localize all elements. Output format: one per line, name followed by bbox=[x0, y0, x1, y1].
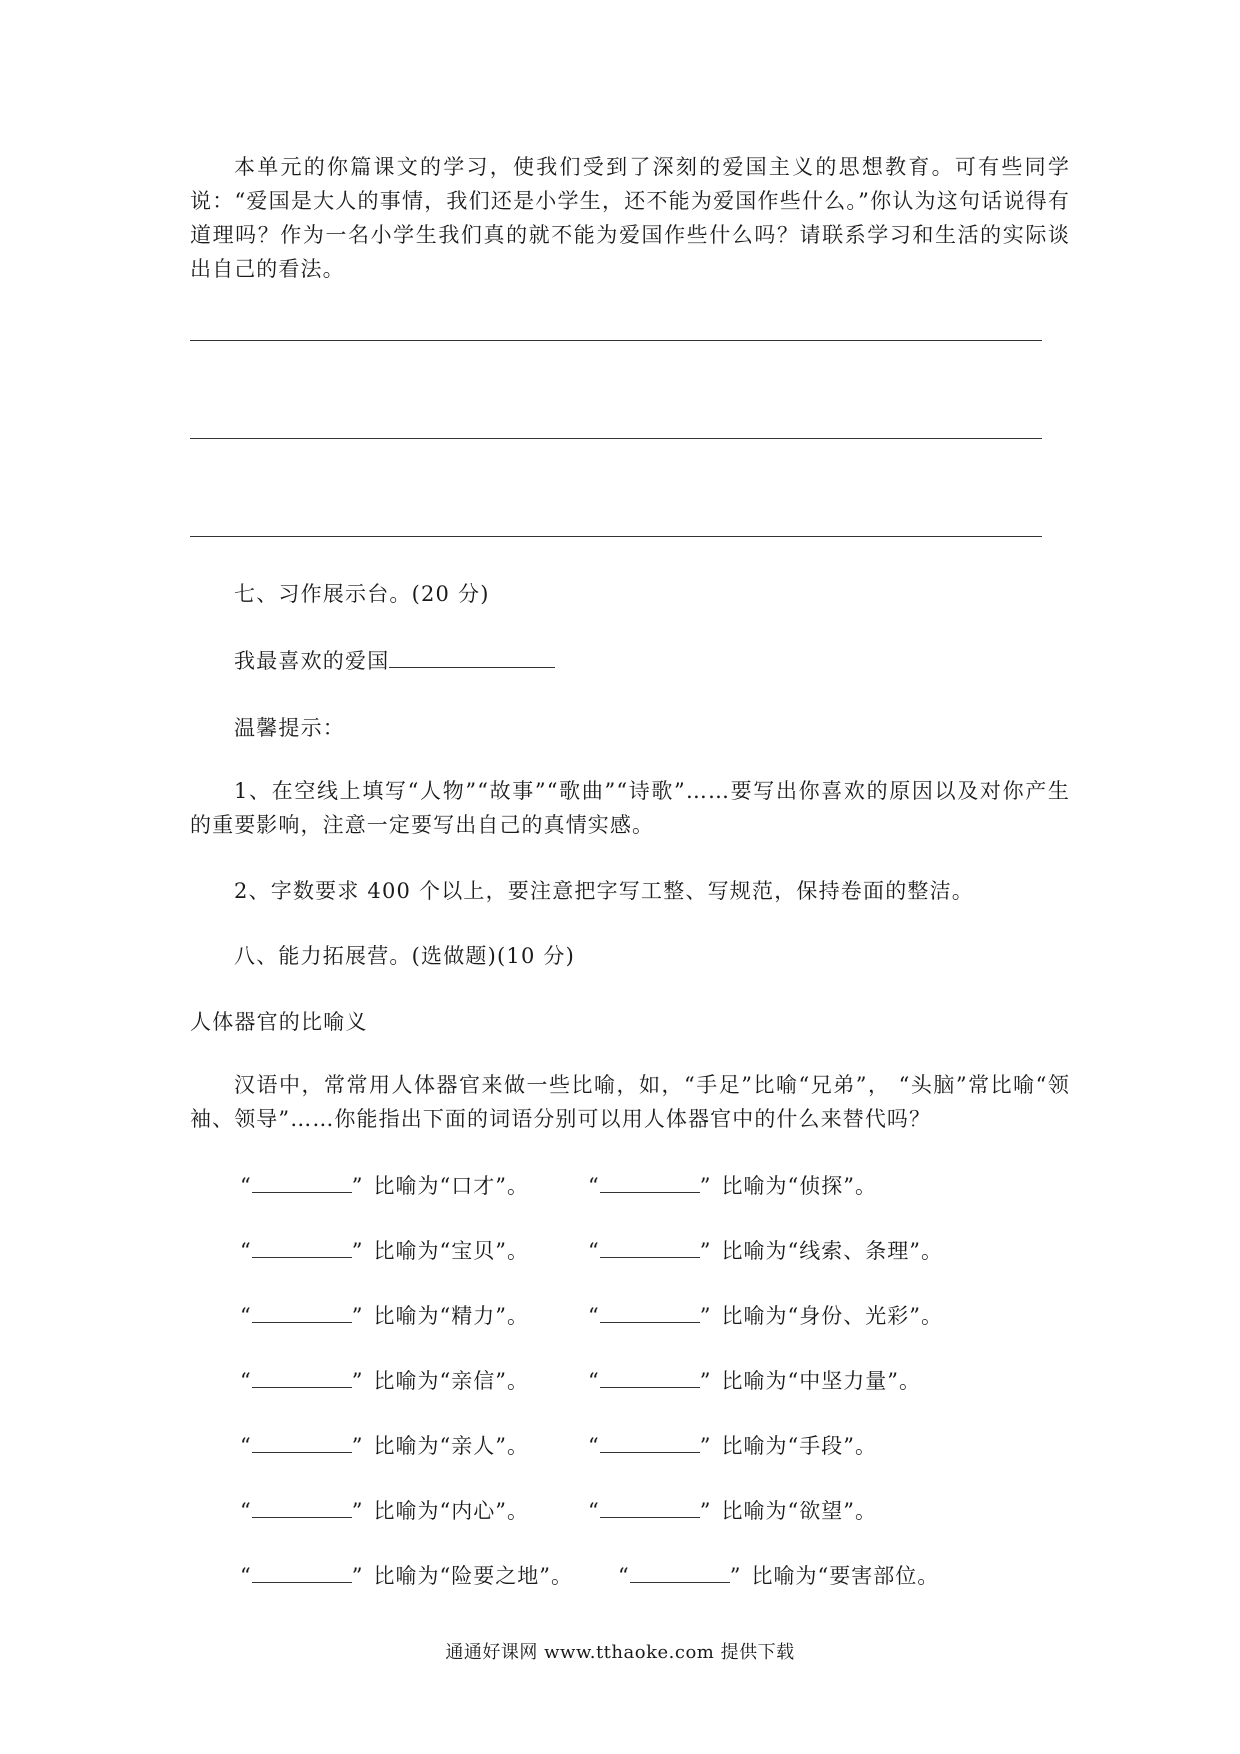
open-quote: “ bbox=[240, 1499, 252, 1523]
answer-blank[interactable] bbox=[600, 1434, 700, 1453]
essay-title-blank bbox=[389, 649, 555, 668]
exercise-5-left bbox=[240, 1430, 529, 1460]
answer-blank[interactable] bbox=[630, 1564, 730, 1583]
open-quote: “ bbox=[588, 1304, 600, 1328]
close-quote: ” bbox=[351, 1369, 364, 1393]
exercise-text: 比喻为“亲人”。 bbox=[373, 1434, 529, 1458]
exercise-4-right bbox=[588, 1365, 921, 1395]
close-quote: ” bbox=[351, 1239, 364, 1263]
answer-blank[interactable] bbox=[252, 1174, 352, 1193]
open-quote: “ bbox=[240, 1304, 252, 1328]
exercise-text: 比喻为“身份、光彩”。 bbox=[721, 1304, 943, 1328]
open-quote: “ bbox=[588, 1499, 600, 1523]
exercise-2-left bbox=[240, 1235, 529, 1265]
intro-paragraph: 本单元的你篇课文的学习，使我们受到了深刻的爱国主义的思想教育。可有些同学说：“爱国是大人的事情，我们还是小学生，还不能为爱国作些什么。”你认为这句话说得有道理吗？作为一名小学生我们真的就不能为爱国作些什么吗？请联系学习和生活的实际谈出自己的看法。 bbox=[190, 155, 1070, 281]
open-quote: “ bbox=[588, 1239, 600, 1263]
exercise-3-right bbox=[588, 1300, 943, 1330]
subsection-title: 人体器官的比喻义 bbox=[190, 1010, 368, 1034]
footer-text: 通通好课网 www.tthaoke.com 提供下载 bbox=[445, 1642, 795, 1663]
open-quote: “ bbox=[240, 1369, 252, 1393]
exercise-6-right bbox=[588, 1495, 877, 1525]
answer-blank[interactable] bbox=[600, 1174, 700, 1193]
open-quote: “ bbox=[240, 1434, 252, 1458]
exercise-text: 比喻为“欲望”。 bbox=[721, 1499, 877, 1523]
tip-2: 2、字数要求 400 个以上，要注意把字写工整、写规范，保持卷面的整洁。 bbox=[234, 879, 974, 903]
answer-blank[interactable] bbox=[600, 1239, 700, 1258]
answer-blank[interactable] bbox=[252, 1564, 352, 1583]
answer-blank[interactable] bbox=[252, 1434, 352, 1453]
essay-title-prefix: 我最喜欢的爱国 bbox=[234, 649, 390, 673]
answer-line-2 bbox=[190, 438, 1042, 439]
close-quote: ” bbox=[699, 1499, 712, 1523]
exercise-6-left bbox=[240, 1495, 529, 1525]
exercise-text: 比喻为“线索、条理”。 bbox=[721, 1239, 943, 1263]
close-quote: ” bbox=[729, 1564, 742, 1588]
exercise-text: 比喻为“险要之地”。 bbox=[373, 1564, 573, 1588]
close-quote: ” bbox=[351, 1304, 364, 1328]
answer-blank[interactable] bbox=[252, 1304, 352, 1323]
exercise-text: 比喻为“宝贝”。 bbox=[373, 1239, 529, 1263]
close-quote: ” bbox=[351, 1564, 364, 1588]
open-quote: “ bbox=[588, 1434, 600, 1458]
close-quote: ” bbox=[699, 1369, 712, 1393]
exercise-text: 比喻为“口才”。 bbox=[373, 1174, 529, 1198]
tip-1: 1、在空线上填写“人物”“故事”“歌曲”“诗歌”……要写出你喜欢的原因以及对你产生的重要影响，注意一定要写出自己的真情实感。 bbox=[190, 779, 1070, 837]
exercise-text: 比喻为“内心”。 bbox=[373, 1499, 529, 1523]
exercise-1-right bbox=[588, 1170, 877, 1200]
exercise-5-right bbox=[588, 1430, 877, 1460]
open-quote: “ bbox=[588, 1369, 600, 1393]
exercise-3-left bbox=[240, 1300, 529, 1330]
exercise-text: 比喻为“中坚力量”。 bbox=[721, 1369, 921, 1393]
open-quote: “ bbox=[618, 1564, 630, 1588]
exercise-text: 比喻为“要害部位。 bbox=[751, 1564, 940, 1588]
answer-blank[interactable] bbox=[600, 1369, 700, 1388]
section8-heading: 八、能力拓展营。(选做题)(10 分) bbox=[234, 944, 575, 968]
close-quote: ” bbox=[699, 1174, 712, 1198]
exercise-text: 比喻为“精力”。 bbox=[373, 1304, 529, 1328]
answer-line-1 bbox=[190, 340, 1042, 341]
close-quote: ” bbox=[699, 1304, 712, 1328]
exercise-4-left bbox=[240, 1365, 529, 1395]
answer-blank[interactable] bbox=[252, 1499, 352, 1518]
close-quote: ” bbox=[699, 1434, 712, 1458]
exercise-7-left bbox=[240, 1560, 573, 1590]
answer-line-3 bbox=[190, 536, 1042, 537]
exercise-text: 比喻为“手段”。 bbox=[721, 1434, 877, 1458]
tips-heading: 温馨提示： bbox=[234, 716, 345, 740]
exercise-7-right bbox=[618, 1560, 939, 1590]
answer-blank[interactable] bbox=[600, 1304, 700, 1323]
open-quote: “ bbox=[240, 1564, 252, 1588]
close-quote: ” bbox=[351, 1499, 364, 1523]
section8-intro: 汉语中，常常用人体器官来做一些比喻，如，“手足”比喻“兄弟”， “头脑”常比喻“领袖、领导”……你能指出下面的词语分别可以用人体器官中的什么来替代吗？ bbox=[190, 1073, 1070, 1131]
close-quote: ” bbox=[351, 1174, 364, 1198]
exercise-1-left bbox=[240, 1170, 529, 1200]
section7-heading: 七、习作展示台。(20 分) bbox=[234, 582, 490, 606]
open-quote: “ bbox=[240, 1239, 252, 1263]
essay-title bbox=[234, 645, 555, 675]
open-quote: “ bbox=[240, 1174, 252, 1198]
answer-blank[interactable] bbox=[252, 1369, 352, 1388]
exercise-text: 比喻为“侦探”。 bbox=[721, 1174, 877, 1198]
exercise-2-right bbox=[588, 1235, 943, 1265]
answer-blank[interactable] bbox=[252, 1239, 352, 1258]
close-quote: ” bbox=[699, 1239, 712, 1263]
exercise-text: 比喻为“亲信”。 bbox=[373, 1369, 529, 1393]
close-quote: ” bbox=[351, 1434, 364, 1458]
answer-blank[interactable] bbox=[600, 1499, 700, 1518]
open-quote: “ bbox=[588, 1174, 600, 1198]
